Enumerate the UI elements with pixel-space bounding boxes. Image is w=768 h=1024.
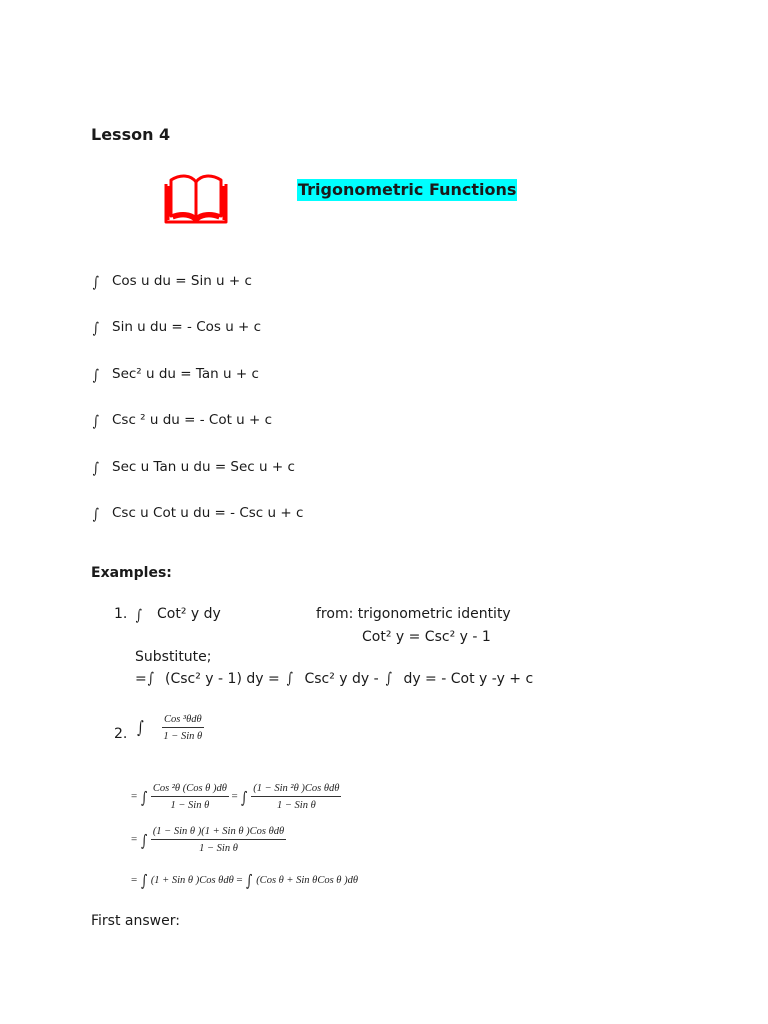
integral-icon: ∫ bbox=[246, 871, 253, 890]
integral-icon: ∫ bbox=[92, 505, 100, 523]
example-2-step-1: = ∫ $\frac{\text{Cos ²θ (Cos θ )dθ}}{\text{1 − Sin θ}}$ = ∫ $\frac{\text{(1 − Sin ²θ )Cos θdθ}}{\text{1 − Sin θ}}$ bbox=[131, 783, 340, 811]
example-2-integral: ∫ $\frac{\text{Cos ³θdθ}}{\text{1 − Sin θ}}$ bbox=[137, 714, 203, 742]
integral-icon: ∫ bbox=[385, 669, 393, 687]
integral-icon: ∫ bbox=[241, 787, 248, 807]
example-1-expression: Cot² y dy bbox=[157, 606, 221, 622]
example-2-step-2: = ∫ $\frac{\text{(1 − Sin θ )(1 + Sin θ )Cos θdθ}}{\text{1 − Sin θ}}$ bbox=[131, 826, 285, 854]
formula-text: Csc ² u du = - Cot u + c bbox=[112, 412, 273, 428]
integral-icon: ∫ bbox=[137, 718, 144, 738]
integral-icon: ∫ bbox=[92, 319, 100, 337]
integral-icon: ∫ bbox=[140, 871, 148, 890]
example-2-step-3: = ∫ (1 + Sin θ )Cos θdθ = ∫ (Cos θ + Sin θCos θ )dθ bbox=[131, 871, 358, 890]
identity-note: from: trigonometric identity bbox=[316, 606, 511, 622]
formula-item bbox=[92, 318, 262, 337]
formula-text: Sec u Tan u du = Sec u + c bbox=[112, 459, 295, 475]
formula-text: Cos u du = Sin u + c bbox=[112, 273, 252, 289]
integral-icon: ∫ bbox=[140, 787, 148, 807]
integral-icon: ∫ bbox=[147, 669, 154, 687]
integral-icon: ∫ bbox=[92, 459, 100, 477]
formula-item bbox=[92, 504, 304, 523]
formula-text: Sin u du = - Cos u + c bbox=[112, 319, 262, 335]
identity-formula: Cot² y = Csc² y - 1 bbox=[362, 629, 491, 645]
formula-item bbox=[92, 458, 295, 477]
integral-icon: ∫ bbox=[92, 273, 100, 291]
example-2-number: 2. bbox=[114, 726, 128, 742]
formula-item bbox=[92, 411, 273, 430]
formula-item bbox=[92, 365, 259, 384]
integral-icon: ∫ bbox=[286, 669, 294, 687]
first-answer-label: First answer: bbox=[91, 913, 180, 929]
lesson-title: Lesson 4 bbox=[91, 125, 171, 144]
substitute-label: Substitute; bbox=[135, 649, 212, 665]
integral-icon: ∫ bbox=[92, 412, 100, 430]
section-title: Trigonometric Functions bbox=[298, 180, 517, 199]
integral-icon: ∫ bbox=[92, 366, 100, 384]
integral-icon: ∫ bbox=[135, 606, 143, 624]
formula-text: Sec² u du = Tan u + c bbox=[112, 366, 259, 382]
integral-icon: ∫ bbox=[140, 830, 148, 850]
open-book-icon bbox=[163, 172, 229, 224]
formula-item bbox=[92, 272, 252, 291]
examples-heading: Examples: bbox=[91, 565, 172, 581]
example-1-solution: =∫ (Csc² y - 1) dy = ∫ Csc² y dy - ∫ dy = - Cot y -y + c bbox=[135, 669, 534, 687]
formula-text: Csc u Cot u du = - Csc u + c bbox=[112, 505, 304, 521]
example-1-number: 1. bbox=[114, 606, 128, 622]
